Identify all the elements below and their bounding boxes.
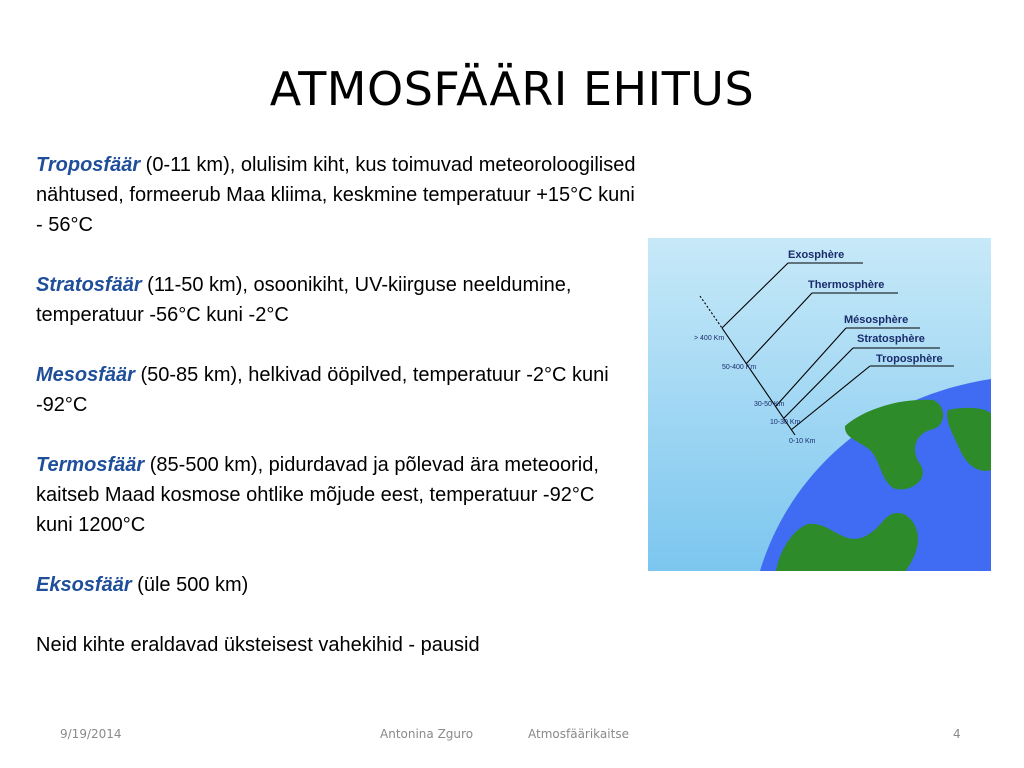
term-exosphere: Eksosfäär xyxy=(36,574,132,596)
footer-date: 9/19/2014 xyxy=(60,727,122,741)
slide-title: ATMOSFÄÄRI EHITUS xyxy=(269,62,755,116)
paragraph-troposphere xyxy=(36,150,636,240)
term-stratosphere: Stratosfäär xyxy=(36,274,142,296)
altitude-label-thermosphere: 50-400 Km xyxy=(722,364,757,371)
paragraph-summary xyxy=(36,630,636,660)
term-thermosphere: Termosfäär xyxy=(36,454,145,476)
desc-troposphere: (0-11 km), olulisim kiht, kus toimuvad meteoroloogilised nähtused, formeerub Maa kliima, keskmine temperatuur +15°C kuni - 56°C xyxy=(36,154,636,236)
altitude-label-troposphere: 0-10 Km xyxy=(789,438,816,445)
layer-label-exosphere: Exosphère xyxy=(788,249,845,261)
layer-label-stratosphere: Stratosphère xyxy=(857,333,925,345)
footer-page-number: 4 xyxy=(953,727,961,741)
slide-body xyxy=(36,150,636,660)
layer-label-thermosphere: Thermosphère xyxy=(808,279,885,291)
altitude-label-exosphere: > 400 Km xyxy=(694,335,725,342)
desc-thermosphere: (85-500 km), pidurdavad ja põlevad ära meteoorid, kaitseb Maad kosmose ohtlike mõjude eest, temperatuur -92°C kuni 1200°C xyxy=(36,454,599,536)
footer-topic: Atmosfäärikaitse xyxy=(528,727,629,741)
paragraph-mesosphere xyxy=(36,360,636,420)
layer-label-troposphere: Troposphère xyxy=(876,353,943,365)
desc-exosphere: (üle 500 km) xyxy=(131,574,249,596)
atmosphere-diagram xyxy=(648,238,991,571)
paragraph-stratosphere xyxy=(36,270,636,330)
term-mesosphere: Mesosfäär xyxy=(36,364,135,386)
desc-mesosphere: (50-85 km), helkivad ööpilved, temperatuur -2°C kuni -92°C xyxy=(36,364,609,416)
summary-text: Neid kihte eraldavad üksteisest vahekihid - pausid xyxy=(36,634,480,656)
paragraph-exosphere xyxy=(36,570,636,600)
atmosphere-diagram-svg xyxy=(648,238,991,571)
desc-stratosphere: (11-50 km), osoonikiht, UV-kiirguse neeldumine, temperatuur -56°C kuni -2°C xyxy=(36,274,572,326)
footer-author: Antonina Zguro xyxy=(380,727,474,741)
paragraph-thermosphere xyxy=(36,450,636,540)
term-troposphere: Troposfäär xyxy=(36,154,141,176)
layer-label-mesosphere: Mésosphère xyxy=(844,314,909,326)
altitude-label-stratosphere: 10-30 Km xyxy=(770,419,801,426)
altitude-label-mesosphere: 30-50 Km xyxy=(754,401,785,408)
